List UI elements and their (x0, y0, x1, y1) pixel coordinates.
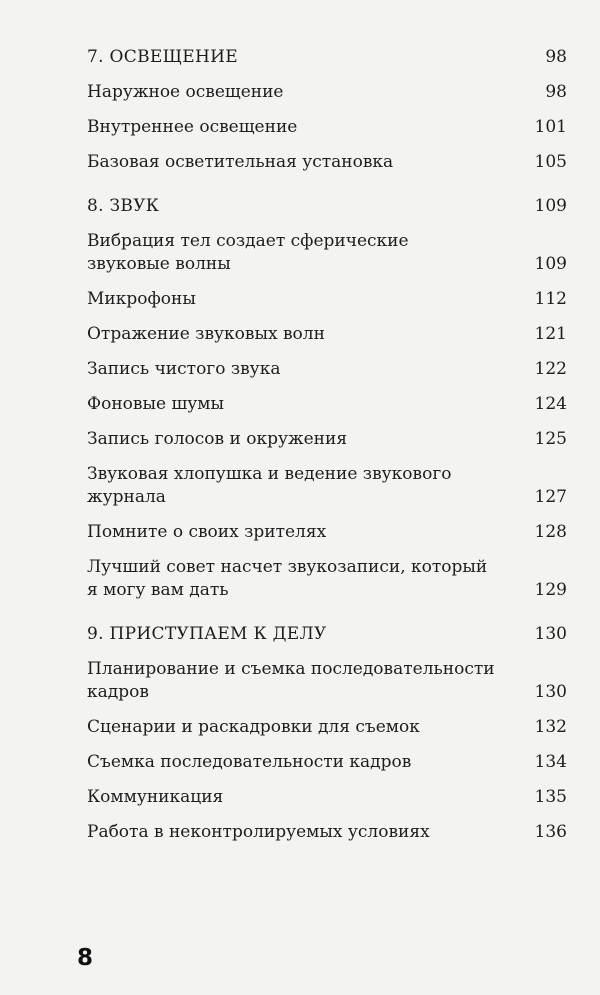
entry-title: Звуковая хлопушка и ведение звукового журнала (87, 464, 452, 507)
page-number: 134 (534, 752, 567, 772)
page-number: 132 (534, 717, 567, 737)
entry-title: Внутреннее освещение (87, 117, 298, 137)
entry-title: Работа в неконтролируемых условиях (87, 822, 430, 842)
page-number: 124 (534, 394, 567, 414)
toc-entry (87, 556, 567, 602)
entry-title: Базовая осветительная установка (87, 152, 394, 172)
page-folio-number: 8 (77, 945, 94, 971)
table-of-contents (87, 46, 567, 856)
chapter-title: 7. ОСВЕЩЕНИЕ (87, 47, 238, 67)
entry-title: Вибрация тел создает сферические звуковые волны (87, 231, 409, 274)
toc-entry (87, 323, 567, 346)
page-number: 136 (534, 822, 567, 842)
entry-title: Помните о своих зрителях (87, 522, 327, 542)
page-number: 127 (534, 487, 567, 507)
page-number: 130 (534, 624, 567, 644)
entry-title: Наружное освещение (87, 82, 284, 102)
entry-title: Сценарии и раскадровки для съемок (87, 717, 420, 737)
entry-title: Микрофоны (87, 289, 196, 309)
toc-entry (87, 463, 567, 509)
entry-title: Запись голосов и окружения (87, 429, 348, 449)
entry-title: Коммуникация (87, 787, 224, 807)
page-number: 130 (534, 682, 567, 702)
toc-entry (87, 81, 567, 104)
toc-chapter-heading (87, 46, 567, 69)
toc-entry (87, 658, 567, 704)
page-number: 135 (534, 787, 567, 807)
page-number: 101 (534, 117, 567, 137)
toc-chapter-heading (87, 623, 567, 646)
toc-section-getting-started (87, 623, 567, 844)
entry-title: Запись чистого звука (87, 359, 281, 379)
page-number: 109 (534, 196, 567, 216)
entry-title: Съемка последовательности кадров (87, 752, 412, 772)
chapter-title: 8. ЗВУК (87, 196, 160, 216)
page-number: 122 (534, 359, 567, 379)
toc-entry (87, 428, 567, 451)
page-number: 128 (534, 522, 567, 542)
toc-chapter-heading (87, 195, 567, 218)
entry-title: Отражение звуковых волн (87, 324, 325, 344)
toc-entry (87, 716, 567, 739)
toc-entry (87, 358, 567, 381)
entry-title: Фоновые шумы (87, 394, 225, 414)
chapter-title: 9. ПРИСТУПАЕМ К ДЕЛУ (87, 624, 327, 644)
page-number: 109 (534, 254, 567, 274)
toc-entry (87, 821, 567, 844)
toc-entry (87, 521, 567, 544)
page-number: 98 (545, 47, 567, 67)
toc-entry (87, 393, 567, 416)
toc-section-lighting (87, 46, 567, 174)
entry-title: Лучший совет насчет звукозаписи, который я могу вам дать (87, 557, 488, 600)
toc-entry (87, 151, 567, 174)
page-number: 98 (545, 82, 567, 102)
page-number: 112 (534, 289, 567, 309)
page-number: 105 (534, 152, 567, 172)
toc-entry (87, 116, 567, 139)
entry-title: Планирование и съемка последовательности кадров (87, 659, 495, 702)
toc-section-sound (87, 195, 567, 602)
page-number: 129 (534, 580, 567, 600)
page-number: 121 (534, 324, 567, 344)
page-number: 125 (534, 429, 567, 449)
toc-entry (87, 751, 567, 774)
toc-entry (87, 288, 567, 311)
toc-entry (87, 786, 567, 809)
toc-entry (87, 230, 567, 276)
